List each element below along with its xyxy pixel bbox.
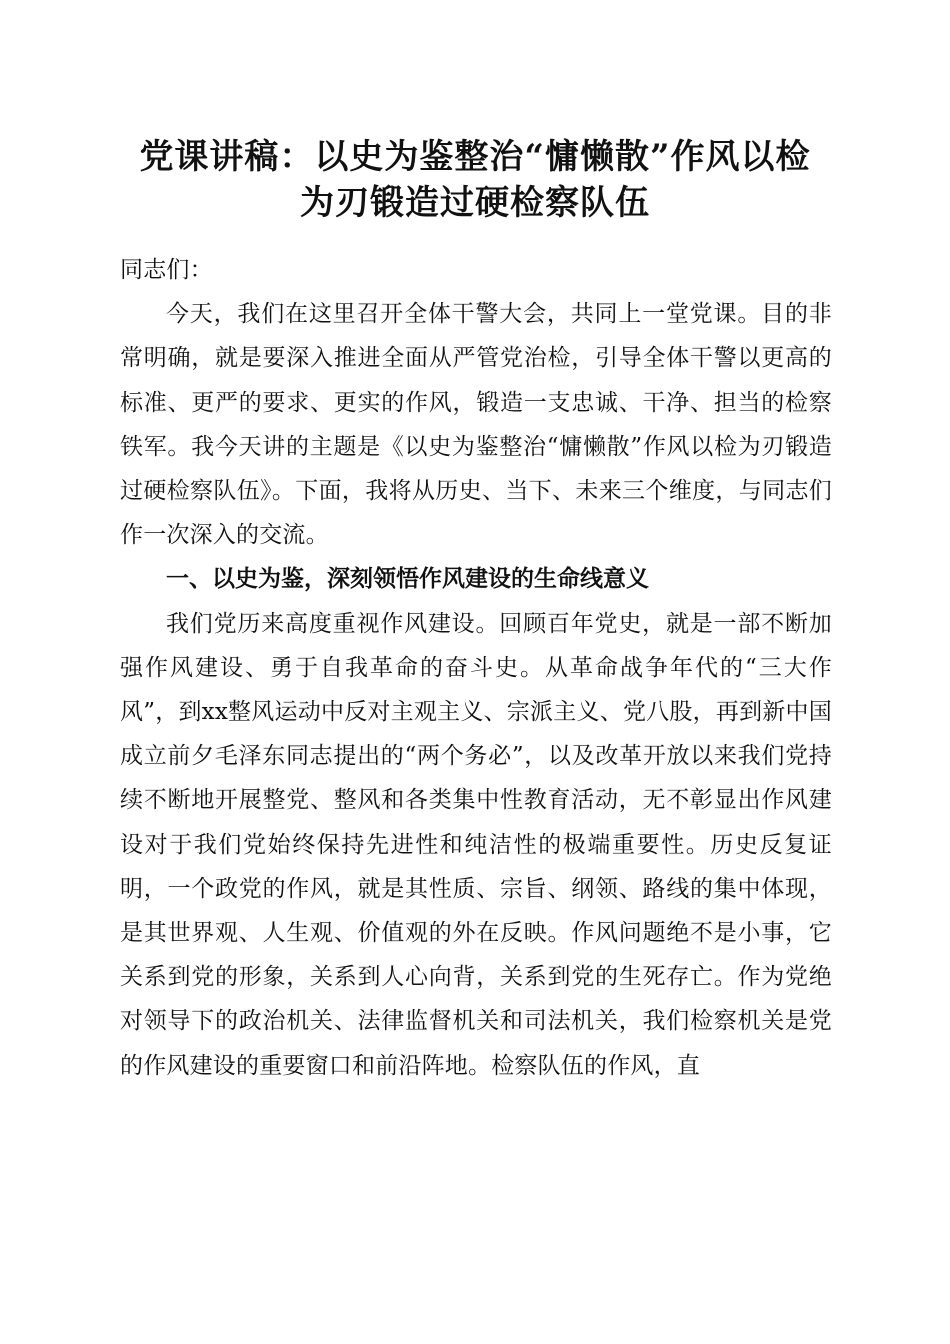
intro-paragraph: 今天，我们在这里召开全体干警大会，共同上一堂党课。目的非常明确，就是要深入推进全面从严管党治检，引导全体干警以更高的标准、更严的要求、更实的作风，锻造一支忠诚、干净、担当的检察铁军。我今天讲的主题是《以史为鉴整治“慵懒散”作风以检为刃锻造过硬检察队伍》。下面，我将从历史、当下、未来三个维度，与同志们作一次深入的交流。 xyxy=(120,301,832,549)
title-line-1: 党课讲稿：以史为鉴整治“慵懒散”作风以检 xyxy=(139,137,811,177)
section-heading-1: 一、以史为鉴，深刻领悟作风建设的生命线意义 xyxy=(166,566,649,593)
document-title xyxy=(100,134,850,226)
title-line-2: 为刃锻造过硬检察队伍 xyxy=(300,183,650,223)
salutation: 同志们： xyxy=(120,257,213,283)
section-1-paragraph-1: 我们党历来高度重视作风建设。回顾百年党史，就是一部不断加强作风建设、勇于自我革命的奋斗史。从革命战争年代的“三大作风”，到xx整风运动中反对主观主义、宗派主义、党八股，再到新中国成立前夕毛泽东同志提出的“两个务必”，以及改革开放以来我们党持续不断地开展整党、整风和各类集中性教育活动，无不彰显出作风建设对于我们党始终保持先进性和纯洁性的极端重要性。历史反复证明，一个政党的作风，就是其性质、宗旨、纲领、路线的集中体现，是其世界观、人生观、价值观的外在反映。作风问题绝不是小事，它关系到党的形象，关系到人心向背，关系到党的生死存亡。作为党绝对领导下的政治机关、法律监督机关和司法机关，我们检察机关是党的作风建设的重要窗口和前沿阵地。检察队伍的作风，直 xyxy=(120,610,832,1079)
document-body xyxy=(120,248,832,1088)
